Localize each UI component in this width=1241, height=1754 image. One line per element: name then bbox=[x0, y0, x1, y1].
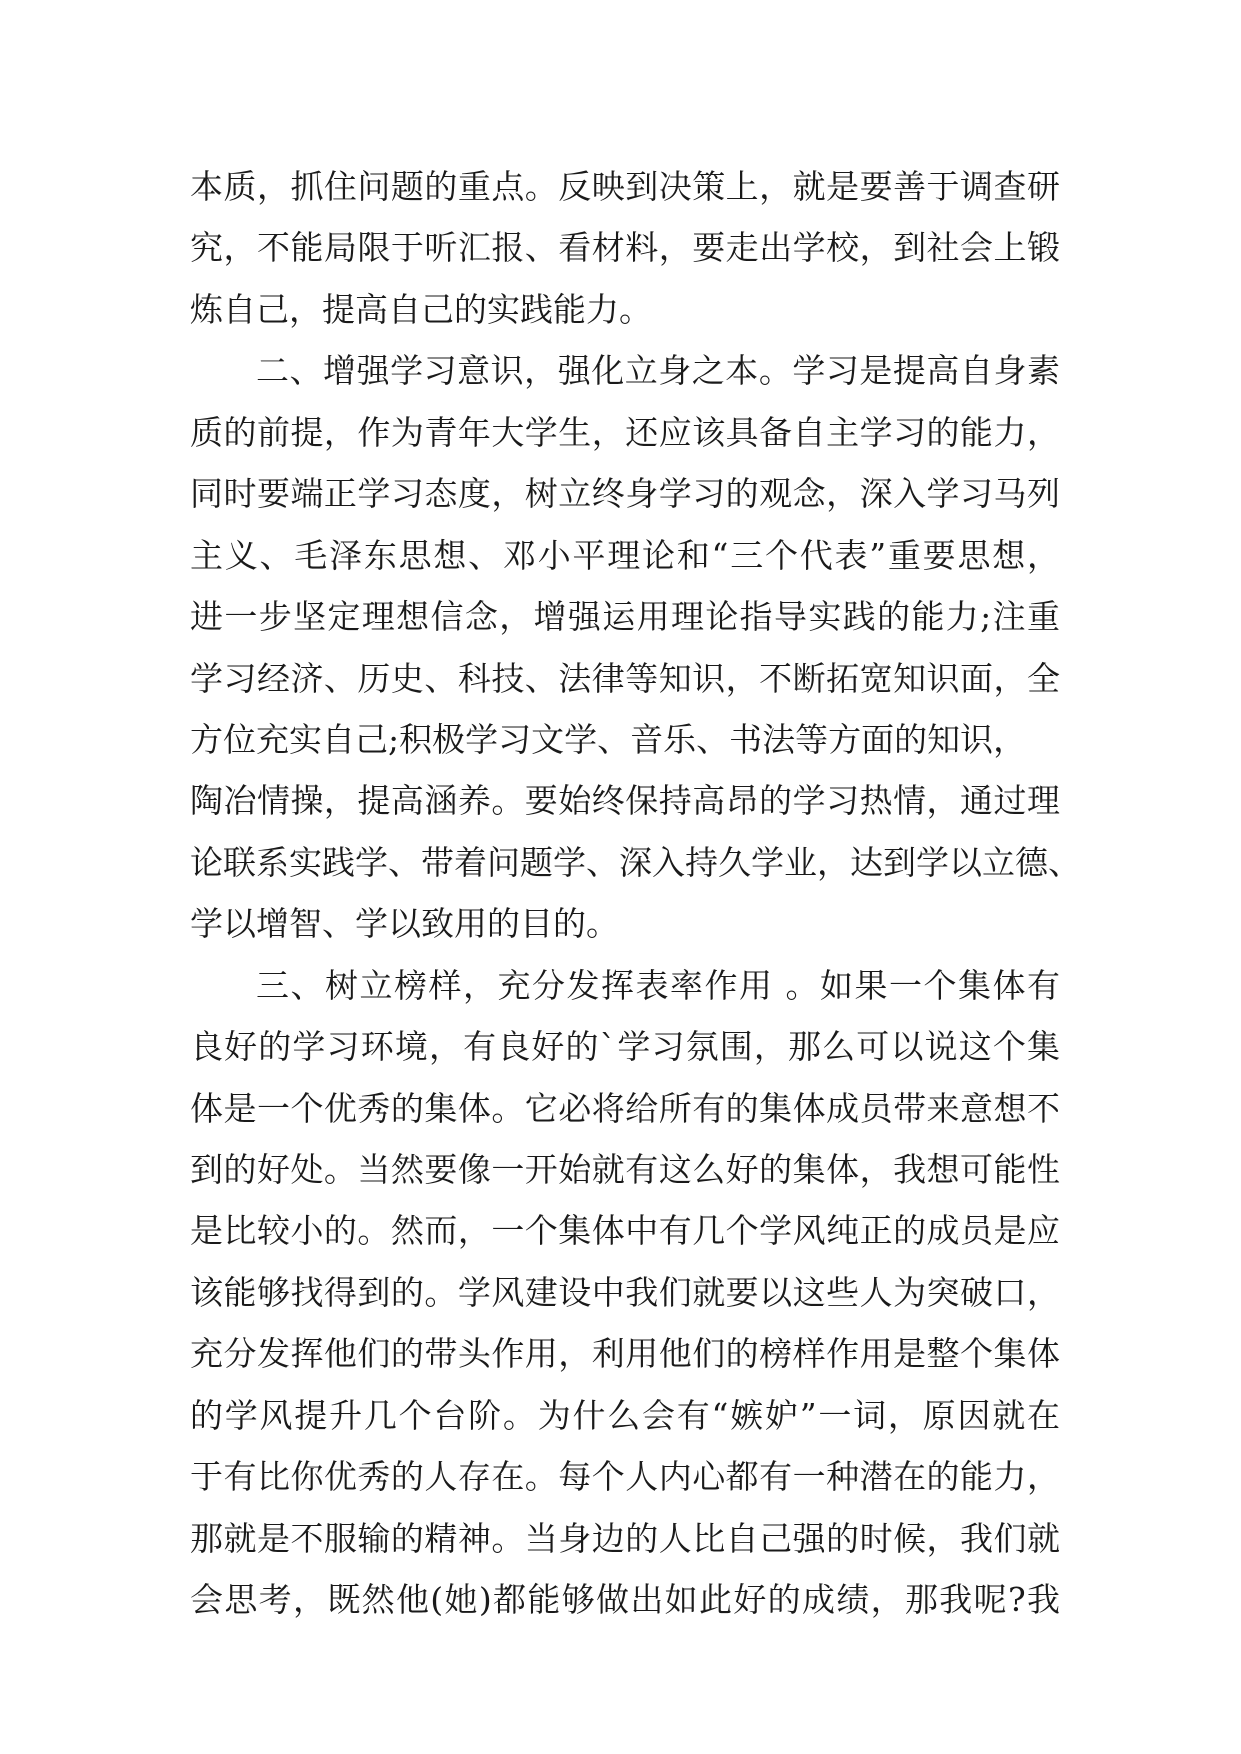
paragraph-3-start: 三、树立榜样，充分发挥表率作用 。如果一个集体有 bbox=[256, 965, 1060, 1005]
text-line: 学以增智、学以致用的目的。 bbox=[190, 904, 619, 944]
text-line: 体是一个优秀的集体。它必将给所有的集体成员带来意想不 bbox=[190, 1088, 1060, 1128]
text-line: 到的好处。当然要像一开始就有这么好的集体，我想可能性 bbox=[190, 1150, 1060, 1189]
text-line: 陶冶情操，提高涵养。要始终保持高昂的学习热情，通过理 bbox=[190, 781, 1060, 821]
paragraph-2-start: 二、增强学习意识，强化立身之本。学习是提高自身素 bbox=[256, 351, 1060, 391]
text-line: 是比较小的。然而，一个集体中有几个学风纯正的成员是应 bbox=[190, 1211, 1060, 1251]
text-line: 学习经济、历史、科技、法律等知识，不断拓宽知识面，全 bbox=[190, 658, 1060, 698]
text-line: 进一步坚定理想信念，增强运用理论指导实践的能力;注重 bbox=[190, 597, 1060, 637]
text-line: 的学风提升几个台阶。为什么会有“嫉妒”一词，原因就在 bbox=[190, 1395, 1060, 1435]
text-line: 充分发挥他们的带头作用，利用他们的榜样作用是整个集体 bbox=[190, 1334, 1060, 1374]
text-line: 该能够找得到的。学风建设中我们就要以这些人为突破口， bbox=[190, 1272, 1060, 1312]
body-text bbox=[190, 156, 1081, 1631]
text-line: 会思考，既然他(她)都能够做出如此好的成绩，那我呢?我 bbox=[190, 1580, 1060, 1620]
text-line: 质的前提，作为青年大学生，还应该具备自主学习的能力， bbox=[190, 412, 1060, 452]
text-line: 究，不能局限于听汇报、看材料，要走出学校，到社会上锻 bbox=[190, 228, 1060, 268]
text-line: 本质，抓住问题的重点。反映到决策上，就是要善于调查研 bbox=[190, 167, 1060, 206]
text-line: 炼自己，提高自己的实践能力。 bbox=[190, 289, 652, 329]
text-line: 那就是不服输的精神。当身边的人比自己强的时候，我们就 bbox=[190, 1518, 1060, 1558]
text-line: 同时要端正学习态度，树立终身学习的观念，深入学习马列 bbox=[190, 474, 1060, 514]
text-line: 方位充实自己;积极学习文学、音乐、书法等方面的知识， bbox=[190, 719, 1027, 759]
text-line: 主义、毛泽东思想、邓小平理论和“三个代表”重要思想， bbox=[190, 535, 1060, 575]
text-line: 良好的学习环境，有良好的`学习氛围，那么可以说这个集 bbox=[190, 1027, 1060, 1067]
text-line: 于有比你优秀的人存在。每个人内心都有一种潜在的能力， bbox=[190, 1457, 1060, 1497]
text-line: 论联系实践学、带着问题学、深入持久学业，达到学以立德、 bbox=[190, 842, 1081, 882]
